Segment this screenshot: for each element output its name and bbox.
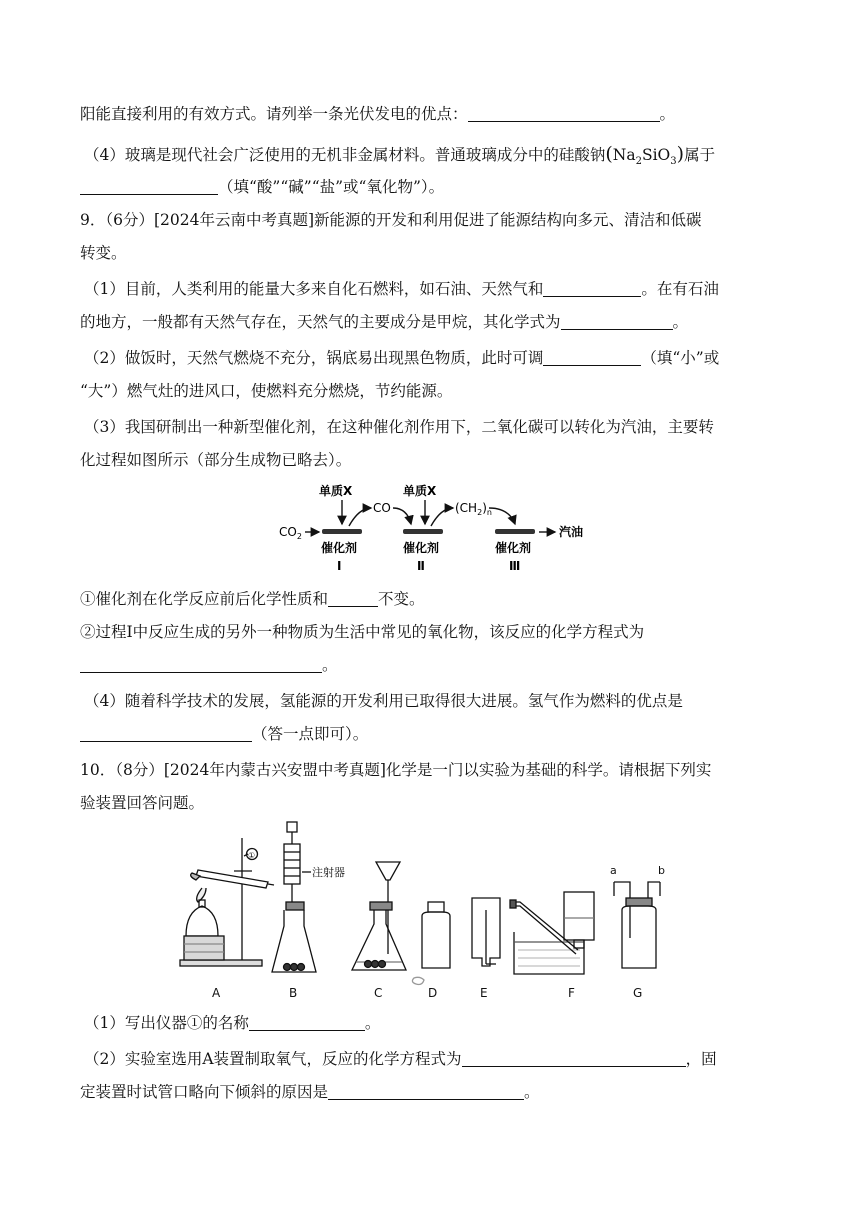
- q9-equation-blank[interactable]: [80, 656, 322, 673]
- apparatus-a: [180, 838, 274, 1000]
- q9-part1-line-2: 的地方，一般都有天然气存在，天然气的主要成分是甲烷，其化学式为 。: [80, 313, 689, 331]
- stage-1-label: Ⅰ: [337, 559, 342, 573]
- label-g: G: [633, 986, 643, 1000]
- q8-part4-line-1: （4）玻璃是现代社会广泛使用的无机非金属材料。普通玻璃成分中的硅酸钠$(Na_2SiO_3)$属于: [84, 143, 716, 168]
- element-x-label-2: 单质X: [403, 484, 437, 498]
- q10-heading: 10．（8分）[2024年内蒙古兴安盟中考真题]化学是一门以实验为基础的科学。请根据下列实: [80, 761, 712, 779]
- q9-sub-1: ①催化剂在化学反应前后化学性质和 不变。: [80, 590, 425, 608]
- q10-tilt-reason-blank[interactable]: [328, 1083, 524, 1100]
- q10-part2-line-1: （2）实验室选用A装置制取氧气，反应的化学方程式为 ，固: [84, 1050, 717, 1068]
- catalyst-2-label: 催化剂: [403, 541, 440, 555]
- q10-oxygen-equation-blank[interactable]: [462, 1050, 686, 1067]
- q8-line-1: 阳能直接利用的有效方式。请列举一条光伏发电的优点： 。: [80, 105, 676, 123]
- q9-methane-formula-blank[interactable]: [561, 313, 673, 330]
- q9-fossil-fuel-blank[interactable]: [543, 280, 641, 297]
- catalyst-1-disc: [322, 529, 362, 534]
- apparatus-b: [272, 822, 345, 1000]
- q9-part2-line-1: （2）做饭时，天然气燃烧不充分，锅底易出现黑色物质，此时可调 （填“小”或: [84, 349, 720, 367]
- q8-part4-text: （4）玻璃是现代社会广泛使用的无机非金属材料。普通玻璃成分中的硅酸钠: [84, 146, 606, 164]
- q9-hydrogen-advantage-blank[interactable]: [80, 725, 252, 742]
- gasoline-label: 汽油: [559, 525, 584, 539]
- stage-2-label: Ⅱ: [417, 559, 425, 573]
- q10-part1: （1）写出仪器①的名称 。: [84, 1014, 381, 1032]
- stage-3-label: Ⅲ: [509, 559, 521, 573]
- q8-advantage-prompt: 阳能直接利用的有效方式。请列举一条光伏发电的优点：: [80, 105, 468, 123]
- co-label: CO: [373, 501, 391, 515]
- q10-instrument-name-blank[interactable]: [249, 1014, 365, 1031]
- label-d: D: [428, 986, 438, 1000]
- q9-catalyst-property-blank[interactable]: [328, 590, 378, 607]
- q9-part4-line-1: （4）随着科学技术的发展，氢能源的开发利用已取得很大进展。氢气作为燃料的优点是: [84, 692, 683, 710]
- ch2n-label: $(CH_2)_n$: [455, 501, 492, 517]
- q10-heading-cont: 验装置回答问题。: [80, 794, 205, 812]
- q9-heading-cont: 转变。: [80, 244, 127, 262]
- q9-part2-line-2: “大”）燃气灶的进风口，使燃料充分燃烧，节约能源。: [80, 382, 453, 400]
- apparatus-c: [352, 862, 406, 1000]
- q9-air-inlet-blank[interactable]: [543, 349, 641, 366]
- apparatus-d: [412, 902, 450, 1000]
- apparatus-f: [510, 892, 594, 1000]
- co2-label: $CO_2$: [279, 525, 302, 541]
- q9-part3-line-2: 化过程如图所示（部分生成物已略去）。: [80, 451, 352, 469]
- svg-text:①: ①: [248, 851, 256, 860]
- q9-sub-2-line-1: ②过程Ⅰ中反应生成的另外一种物质为生活中常见的氧化物，该反应的化学方程式为: [80, 623, 645, 641]
- q9-heading: 9．（6分）[2024年云南中考真题]新能源的开发和利用促进了能源结构向多元、清洁和低碳: [80, 211, 702, 229]
- catalyst-3-disc: [495, 529, 535, 534]
- label-a: A: [212, 986, 221, 1000]
- q9-sub-2-line-2: 。: [80, 654, 338, 676]
- apparatus-g: [610, 864, 665, 1000]
- port-a-label: a: [610, 864, 617, 877]
- label-f: F: [568, 986, 575, 1000]
- q9-part1-line-1: （1）目前，人类利用的能量大多来自化石燃料，如石油、天然气和 。在有石油: [84, 280, 719, 298]
- q9-part3-line-1: （3）我国研制出一种新型催化剂，在这种催化剂作用下，二氧化碳可以转化为汽油，主要转: [84, 418, 714, 436]
- q8-advantage-blank[interactable]: [468, 105, 660, 122]
- lab-apparatus-figure: [170, 818, 690, 1004]
- q8-classification-blank[interactable]: [80, 178, 218, 195]
- catalyst-3-label: 催化剂: [495, 541, 532, 555]
- label-e: E: [480, 986, 488, 1000]
- q9-part4-line-2: （答一点即可）。: [80, 723, 368, 745]
- q8-part4-line-2: （填“酸”“碱”“盐”或“氧化物”）。: [80, 176, 444, 198]
- catalyst-2-disc: [403, 529, 443, 534]
- label-b: B: [289, 986, 298, 1000]
- sodium-silicate-formula: $(Na_2SiO_3)$: [605, 143, 685, 168]
- catalyst-conversion-diagram: [275, 478, 595, 576]
- label-c: C: [374, 986, 383, 1000]
- syringe-label: 注射器: [312, 866, 345, 879]
- catalyst-1-label: 催化剂: [321, 541, 358, 555]
- port-b-label: b: [658, 864, 665, 877]
- apparatus-e: [472, 898, 500, 1000]
- q10-part2-line-2: 定装置时试管口略向下倾斜的原因是 。: [80, 1083, 540, 1101]
- element-x-label-1: 单质X: [319, 484, 353, 498]
